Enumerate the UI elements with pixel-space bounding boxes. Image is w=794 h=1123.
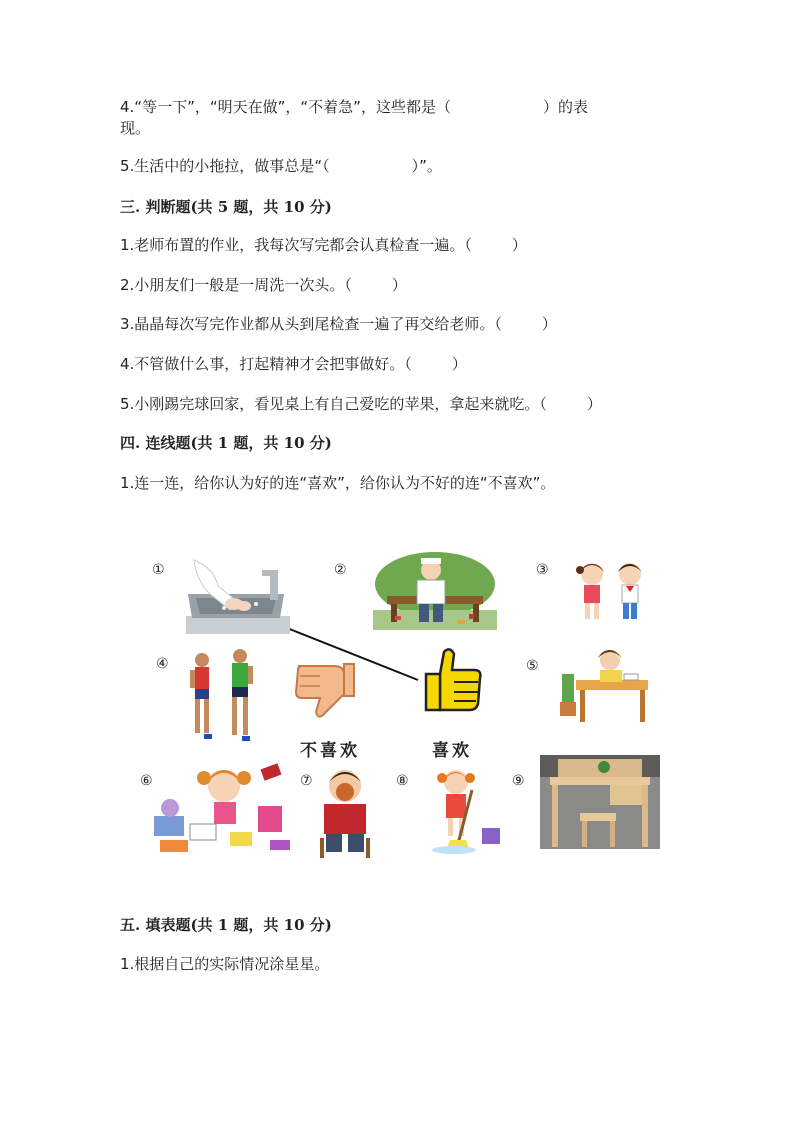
section-5-heading: 五. 填表题(共 1 题，共 10 分): [120, 916, 332, 934]
two-children-picture: [570, 558, 654, 624]
dislike-label: 不喜欢: [300, 741, 360, 761]
item-number-7: ⑦: [300, 773, 313, 789]
question-4-wrap: 现。: [120, 119, 151, 137]
thumbs-up-icon: [420, 646, 486, 714]
judge-item-1: 1.老师布置的作业，我每次写完都会认真检查一遍。（ ）: [120, 236, 527, 254]
girl-sweeping-picture: [428, 766, 504, 854]
judge-item-5: 5.小刚踢完球回家，看见桌上有自己爱吃的苹果，拿起来就吃。（ ）: [120, 395, 602, 413]
judge-item-3: 3.晶晶每次写完作业都从头到尾检查一遍了再交给老师。（ ）: [120, 315, 557, 333]
wooden-desk-picture: [540, 755, 660, 849]
star-rating-question: 1.根据自己的实际情况涂星星。: [120, 955, 330, 973]
item-number-8: ⑧: [396, 773, 409, 789]
item-number-9: ⑨: [512, 773, 525, 789]
question-5: 5.生活中的小拖拉，做事总是“（ ）”。: [120, 157, 442, 175]
judge-item-2: 2.小朋友们一般是一周洗一次头。（ ）: [120, 276, 407, 294]
question-4: 4.“等一下”，“明天在做”，“不着急”，这些都是（ ）的表: [120, 98, 588, 116]
section-3-heading: 三. 判断题(共 5 题，共 10 分): [120, 198, 332, 216]
item-number-3: ③: [536, 562, 549, 578]
item-number-5: ⑤: [526, 658, 539, 674]
matching-question: 1.连一连，给你认为好的连“喜欢”，给你认为不好的连“不喜欢”。: [120, 474, 556, 492]
judge-item-4: 4.不管做什么事，打起精神才会把事做好。（ ）: [120, 355, 467, 373]
item-number-6: ⑥: [140, 773, 153, 789]
item-number-1: ①: [152, 562, 165, 578]
question-4-text: 4.“等一下”，“明天在做”，“不着急”，这些都是（: [120, 98, 451, 116]
child-at-desk-picture: [558, 646, 650, 726]
boy-eating-picture: [316, 768, 374, 860]
handwashing-picture: [184, 558, 292, 636]
messy-girl-picture: [150, 762, 298, 858]
littering-man-picture: [373, 550, 497, 630]
thumbs-down-icon: [294, 660, 356, 722]
runners-picture: [184, 646, 260, 746]
section-4-heading: 四. 连线题(共 1 题，共 10 分): [120, 434, 332, 452]
like-label: 喜欢: [432, 741, 472, 761]
item-number-4: ④: [156, 656, 169, 672]
item-number-2: ②: [334, 562, 347, 578]
